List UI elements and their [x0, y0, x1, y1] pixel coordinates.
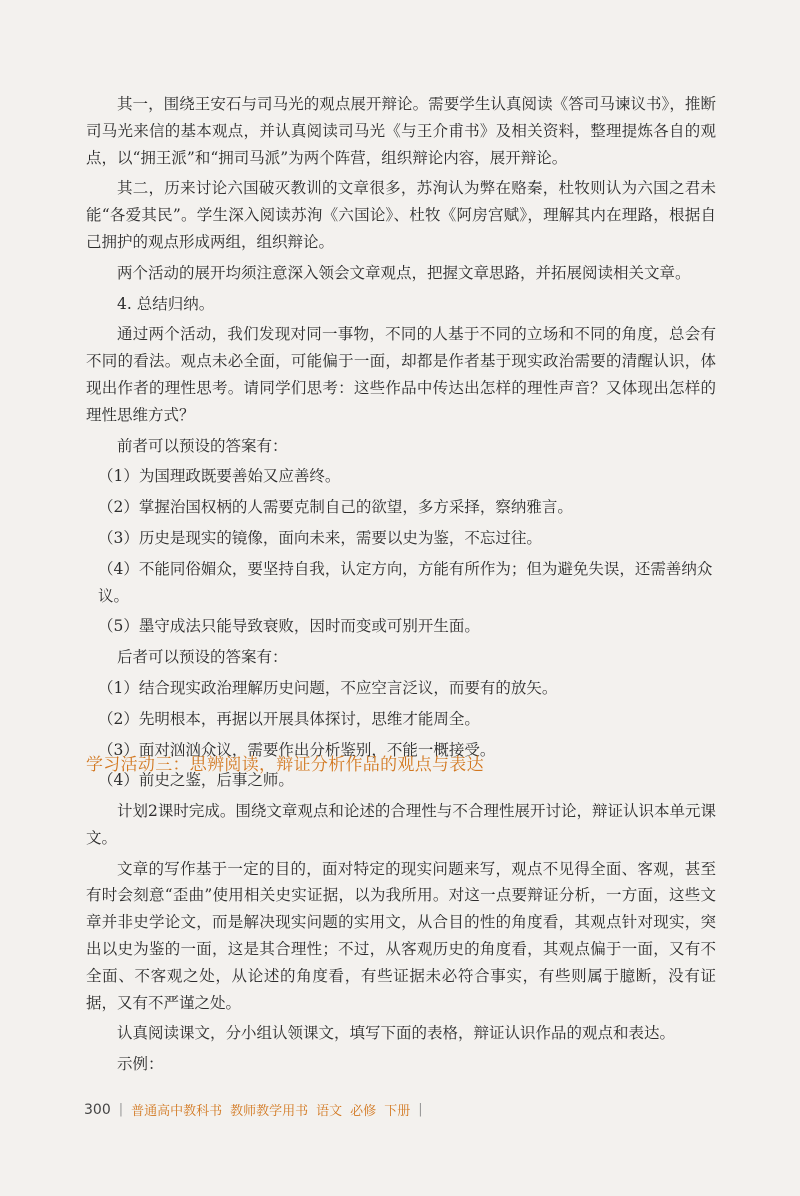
- section-2: [86, 798, 716, 1082]
- list-item: （2）先明根本，再据以开展具体探讨，思维才能周全。: [98, 709, 480, 728]
- list-item: （1）结合现实政治理解历史问题，不应空言泛议，而要有的放矢。: [98, 678, 558, 697]
- footer-series: 普通高中教科书: [131, 1104, 223, 1119]
- paragraph-example-label: 示例：: [117, 1055, 164, 1074]
- paragraph-activity-note: 两个活动的展开均须注意深入领会文章观点，把握文章思路，并拓展阅读相关文章。: [117, 263, 691, 282]
- footer-book-type: 教师教学用书: [230, 1104, 309, 1119]
- list-item: （1）为国理政既要善始又应善终。: [98, 467, 341, 486]
- footer-separator-end: |: [418, 1102, 423, 1117]
- list-item: （2）掌握治国权柄的人需要克制自己的欲望，多方采择，察纳雅言。: [98, 498, 573, 517]
- list-item: （4）前史之鉴，后事之师。: [98, 771, 294, 790]
- section-heading: 学习活动三：思辨阅读，辩证分析作品的观点与表达: [86, 755, 484, 775]
- paragraph-summary-title: 4. 总结归纳。: [117, 294, 215, 313]
- paragraph-debate-2: 其二，历来讨论六国破灭教训的文章很多，苏洵认为弊在赂秦，杜牧则认为六国之君未能“各爱其民”。学生深入阅读苏洵《六国论》、杜牧《阿房宫赋》，理解其内在理路，根据自己拥护的观点形成两组，组织辩论。: [86, 179, 716, 251]
- footer-separator: |: [118, 1102, 124, 1117]
- section-1: [86, 91, 716, 798]
- list-item: （5）墨守成法只能导致衰败，因时而变或可别开生面。: [98, 617, 480, 636]
- paragraph-debate-1: 其一，围绕王安石与司马光的观点展开辩论。需要学生认真阅读《答司马谏议书》，推断司马光来信的基本观点，并认真阅读司马光《与王介甫书》及相关资料，整理提炼各自的观点，以“拥王派”和“拥司马派”为两个阵营，组织辩论内容，展开辩论。: [86, 95, 716, 167]
- list-item: （3）历史是现实的镜像，面向未来，需要以史为鉴，不忘过往。: [98, 528, 542, 547]
- list-item: （3）面对汹汹众议，需要作出分析鉴别，不能一概接受。: [98, 740, 496, 759]
- paragraph-summary: 通过两个活动，我们发现对同一事物，不同的人基于不同的立场和不同的角度，总会有不同的看法。观点未必全面，可能偏于一面，却都是作者基于现实政治需要的清醒认识，体现出作者的理性思考。请同学们思考：这些作品中传达出怎样的理性声音？又体现出怎样的理性思维方式？: [86, 325, 716, 424]
- paragraph-answers-intro-2: 后者可以预设的答案有：: [117, 648, 288, 667]
- paragraph-task: 认真阅读课文，分小组认领课文，填写下面的表格，辩证认识作品的观点和表达。: [117, 1024, 676, 1043]
- list-item: （4）不能同俗媚众，要坚持自我，认定方向，方能有所作为；但为避免失误，还需善纳众议。: [98, 559, 713, 605]
- paragraph-analysis: 文章的写作基于一定的目的，面对特定的现实问题来写，观点不见得全面、客观，甚至有时会刻意“歪曲”使用相关史实证据，以为我所用。对这一点要辩证分析，一方面，这些文章并非史学论文，而是解决现实问题的实用文，从合目的性的角度看，其观点针对现实，突出以史为鉴的一面，这是其合理性；不过，从客观历史的角度看，其观点偏于一面，又有不全面、不客观之处，从论述的角度看，有些证据未必符合事实，有些则属于臆断，没有证据，又有不严谨之处。: [86, 859, 716, 1012]
- footer-subject: 语文: [316, 1104, 343, 1119]
- paragraph-plan: 计划2课时完成。围绕文章观点和论述的合理性与不合理性展开讨论，辩证认识本单元课文。: [86, 802, 716, 847]
- page-number: 300: [84, 1101, 111, 1118]
- paragraph-answers-intro-1: 前者可以预设的答案有：: [117, 436, 288, 455]
- page-footer: [84, 1100, 423, 1119]
- footer-volume: 下册: [384, 1104, 411, 1119]
- footer-course: 必修: [350, 1104, 377, 1119]
